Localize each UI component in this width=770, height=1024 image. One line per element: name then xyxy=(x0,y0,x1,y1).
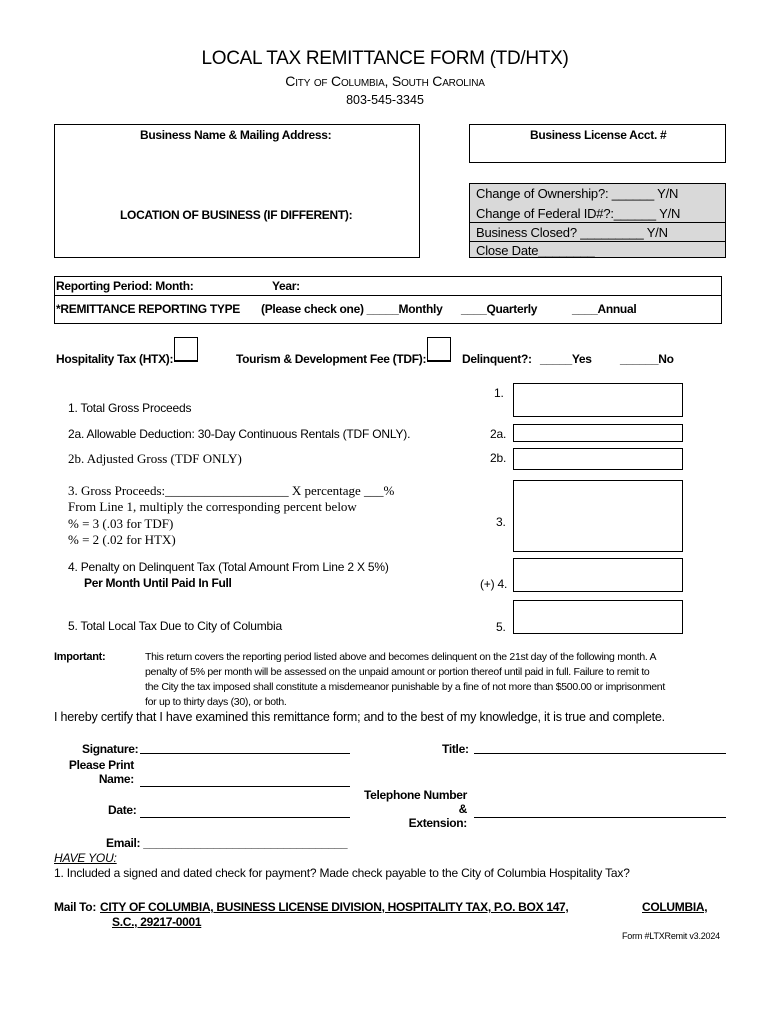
line2a-input[interactable] xyxy=(513,424,683,442)
line1-label: 1. Total Gross Proceeds xyxy=(68,401,192,415)
divider xyxy=(469,241,726,242)
quarterly-option[interactable]: ____Quarterly xyxy=(461,302,538,316)
important-line: the City the tax imposed shall constitute a misdemeanor punishable by a fine of not more than $500.00 or imprisonment xyxy=(145,681,665,693)
business-name-box[interactable] xyxy=(54,124,420,258)
reporting-month-label: Reporting Period: Month: xyxy=(56,279,194,293)
tdf-label: Tourism & Development Fee (TDF): xyxy=(236,352,427,366)
email-field[interactable]: Email: ________________________________ xyxy=(106,836,348,850)
certification-statement: I hereby certify that I have examined this remittance form; and to the best of my knowledge, it is true and complete. xyxy=(54,710,665,724)
print-name-label-line1: Please Print xyxy=(68,758,134,772)
line2a-label: 2a. Allowable Deduction: 30-Day Continuous Rentals (TDF ONLY). xyxy=(68,427,411,441)
monthly-option[interactable]: (Please check one) _____Monthly xyxy=(261,302,443,316)
divider xyxy=(54,295,722,296)
telephone-label-line2: Extension: xyxy=(408,816,467,830)
tdf-checkbox[interactable] xyxy=(427,337,451,361)
htx-checkbox[interactable] xyxy=(174,337,198,361)
line3-number: 3. xyxy=(496,515,506,529)
phone-number: 803-545-3345 xyxy=(346,93,424,107)
line5-number: 5. xyxy=(496,620,506,634)
change-ownership-field[interactable]: Change of Ownership?: ______ Y/N xyxy=(476,186,679,201)
form-title: LOCAL TAX REMITTANCE FORM (TD/HTX) xyxy=(201,48,569,69)
date-label: Date: xyxy=(108,803,137,817)
line4-number: (+) 4. xyxy=(480,577,508,591)
title-field[interactable] xyxy=(474,753,726,754)
delinquent-yes[interactable]: _____Yes xyxy=(540,352,592,366)
reporting-year-label: Year: xyxy=(272,279,300,293)
line3-input[interactable] xyxy=(513,480,683,552)
line2b-label: 2b. Adjusted Gross (TDF ONLY) xyxy=(68,451,242,466)
delinquent-no[interactable]: ______No xyxy=(620,352,674,366)
delinquent-label: Delinquent?: xyxy=(462,352,532,366)
mail-address-columbia: COLUMBIA, xyxy=(642,900,708,914)
line3-instruction: From Line 1, multiply the corresponding percent below xyxy=(68,499,357,514)
date-field[interactable] xyxy=(140,817,350,818)
mail-address-line2: S.C., 29217-0001 xyxy=(112,915,202,929)
change-federal-id-field[interactable]: Change of Federal ID#?:______ Y/N xyxy=(476,206,681,221)
important-line: This return covers the reporting period listed above and becomes delinquent on the 21st day of the following month. A xyxy=(145,651,657,663)
business-closed-field[interactable]: Business Closed? _________ Y/N xyxy=(476,225,668,240)
line2a-number: 2a. xyxy=(490,427,507,441)
line3-tdf-rate: % = 3 (.03 for TDF) xyxy=(68,516,174,531)
line1-number: 1. xyxy=(494,386,504,400)
have-you-item: 1. Included a signed and dated check for payment? Made check payable to the City of Columbia Hospitality Tax? xyxy=(54,866,630,880)
line2b-number: 2b. xyxy=(490,451,507,465)
important-text xyxy=(145,650,700,710)
signature-label: Signature: xyxy=(82,742,139,756)
checkbox-baseline xyxy=(174,361,198,362)
mail-address-line1: CITY OF COLUMBIA, BUSINESS LICENSE DIVISION, HOSPITALITY TAX, P.O. BOX 147, xyxy=(100,900,569,914)
telephone-field[interactable] xyxy=(474,817,726,818)
line4-sublabel: Per Month Until Paid In Full xyxy=(84,576,232,590)
telephone-label xyxy=(355,788,467,830)
business-name-label: Business Name & Mailing Address: xyxy=(140,128,332,142)
print-name-label-line2: Name: xyxy=(98,772,134,786)
line5-label: 5. Total Local Tax Due to City of Columbia xyxy=(68,619,282,633)
htx-label: Hospitality Tax (HTX): xyxy=(56,352,174,366)
signature-field[interactable] xyxy=(140,753,350,754)
line5-input[interactable] xyxy=(513,600,683,634)
divider xyxy=(469,222,726,223)
telephone-label-line1: Telephone Number & xyxy=(364,788,467,816)
line4-label-text: 4. Penalty on Delinquent Tax (Total Amount From Line 2 X 5%) xyxy=(68,560,389,574)
annual-option[interactable]: ____Annual xyxy=(572,302,637,316)
important-line: penalty of 5% per month will be assessed on the unpaid amount or portion thereof until paid in full. Failure to remit to xyxy=(145,666,650,678)
line3-htx-rate: % = 2 (.02 for HTX) xyxy=(68,532,176,547)
line1-input[interactable] xyxy=(513,383,683,417)
print-name-label xyxy=(60,758,134,786)
mail-to-label: Mail To: xyxy=(54,900,97,914)
have-you-heading: HAVE YOU: xyxy=(54,851,117,865)
line4-label xyxy=(68,560,389,574)
form-version: Form #LTXRemit v3.2024 xyxy=(622,931,720,941)
close-date-field[interactable]: Close Date________ xyxy=(476,243,595,258)
city-subtitle: City of Columbia, South Carolina xyxy=(285,73,485,89)
line3-label: 3. Gross Proceeds:___________________ X percentage ___% xyxy=(68,483,395,498)
important-label: Important: xyxy=(54,651,106,663)
checkbox-baseline xyxy=(427,361,451,362)
line2b-input[interactable] xyxy=(513,448,683,470)
business-location-label: LOCATION OF BUSINESS (IF DIFFERENT): xyxy=(120,208,353,222)
print-name-field[interactable] xyxy=(140,786,350,787)
license-acct-label: Business License Acct. # xyxy=(530,128,667,142)
remittance-type-label: *REMITTANCE REPORTING TYPE xyxy=(56,302,240,316)
line4-input[interactable] xyxy=(513,558,683,592)
important-line: for up to thirty days (30), or both. xyxy=(145,696,287,708)
title-label: Title: xyxy=(442,742,469,756)
